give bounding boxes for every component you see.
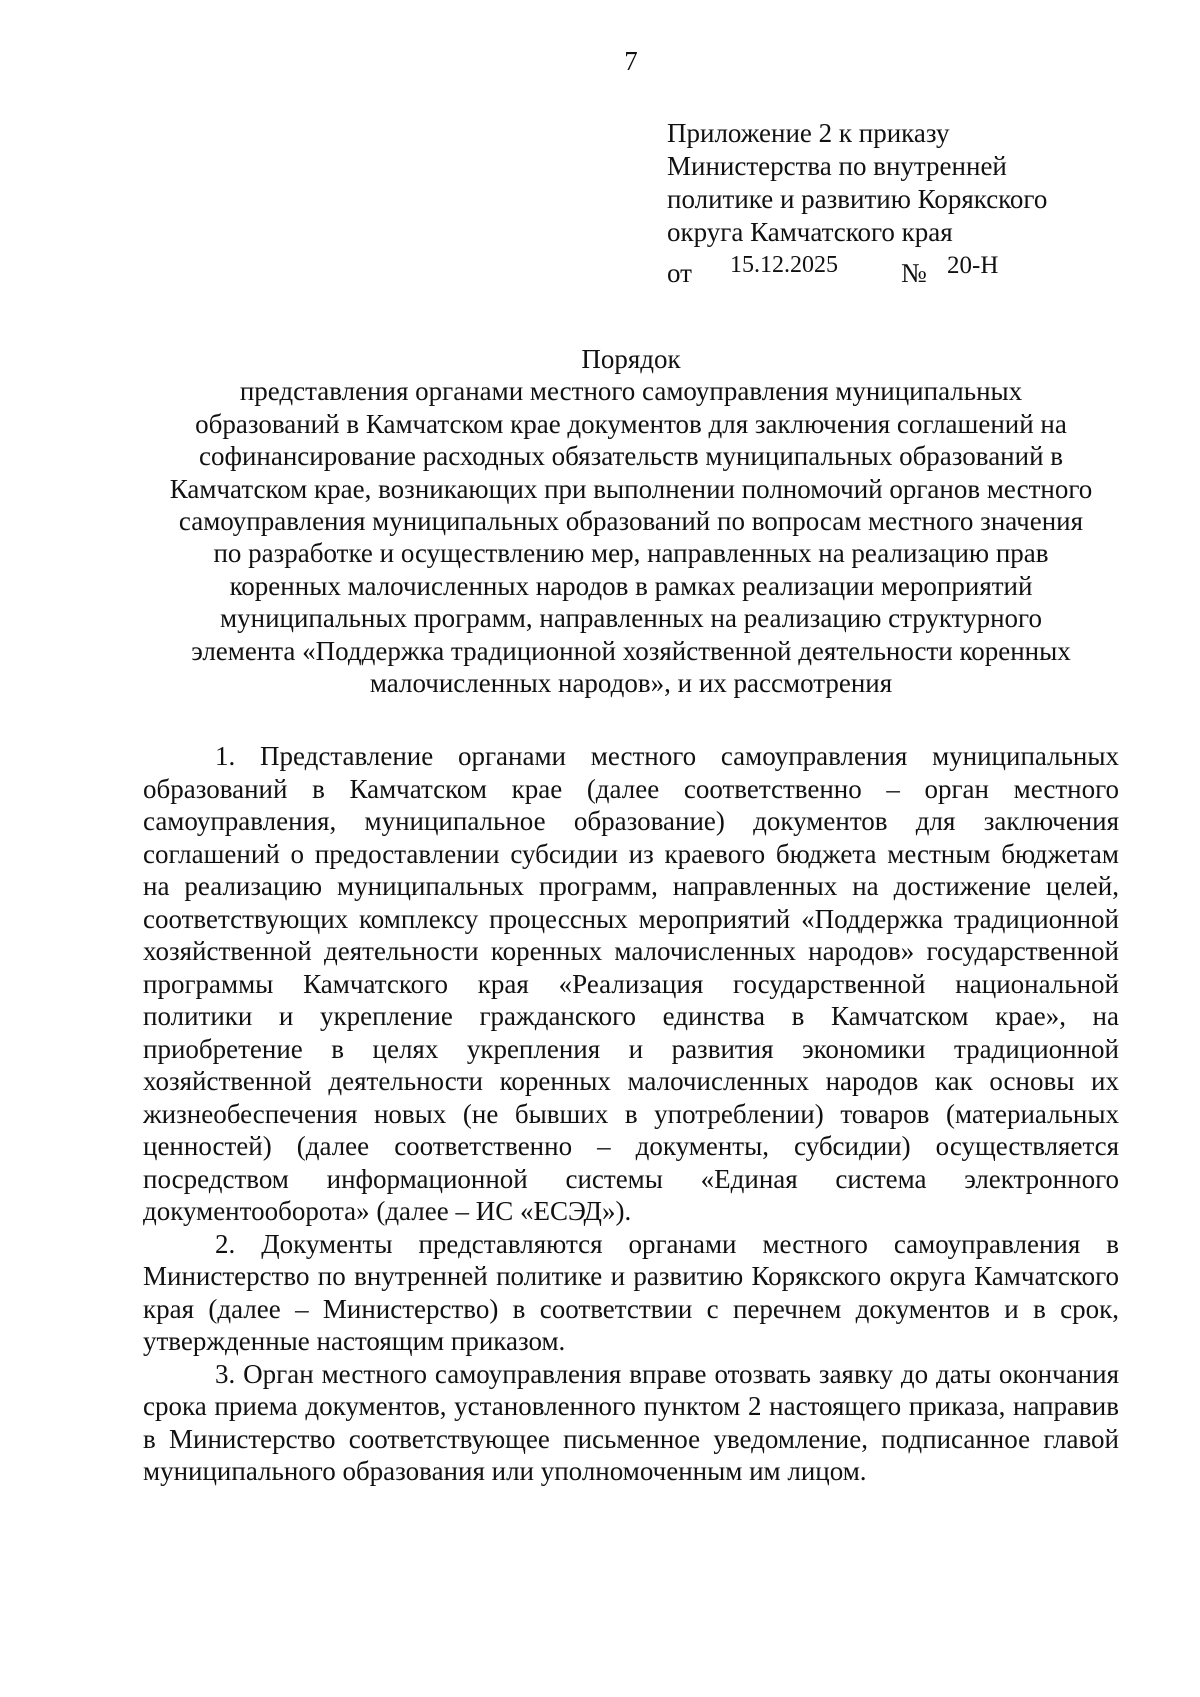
from-label: от (667, 258, 692, 288)
title-line: малочисленных народов», и их рассмотрения (369, 668, 893, 699)
title-line: Камчатском крае, возникающих при выполнении полномочий органов местного (169, 473, 1093, 504)
paragraph-3: 3. Орган местного самоуправления вправе отозвать заявку до даты окончания срока приема документов, установленного пунктом 2 настоящего приказа, направив в Министерство соответствующее письменное уведомление, подписанное главой муниципального образования или уполномоченным им лицом. (143, 1358, 1119, 1486)
title-line: коренных малочисленных народов в рамках реализации мероприятий (229, 570, 1033, 601)
appendix-line: Министерства по внутренней (667, 151, 1007, 181)
title-line: представления органами местного самоуправления муниципальных (239, 376, 1023, 407)
title-line: по разработке и осуществлению мер, направленных на реализацию прав (213, 538, 1049, 569)
appendix-line: политике и развитию Корякского (667, 184, 1048, 214)
paragraph-1: 1. Представление органами местного самоуправления муниципальных образований в Камчатском крае (далее соответственно – орган местного самоуправления, муниципальное образование) документов для заключения соглашений о предоставлении субсидии из краевого бюджета местным бюджетам на реализацию муниципальных программ, направленных на достижение целей, соответствующих комплексу процессных мероприятий «Поддержка традиционной хозяйственной деятельности коренных малочисленных народов» государственной программы Камчатского края «Реализация государственной национальной политики и укрепление гражданского единства в Камчатском крае», на приобретение в целях укрепления и развития экономики традиционной хозяйственной деятельности коренных малочисленных народов как основы их жизнеобеспечения новых (не бывших в употреблении) товаров (материальных ценностей) (далее соответственно – документы, субсидии) осуществляется посредством информационной системы «Единая система электронного документооборота» (далее – ИС «ЕСЭД»). (143, 741, 1119, 1226)
appendix-line: Приложение 2 к приказу (667, 118, 950, 148)
title-line: муниципальных программ, направленных на реализацию структурного (220, 603, 1042, 634)
appendix-block (667, 117, 1137, 289)
order-details (667, 249, 1137, 289)
order-number: 20-Н (947, 252, 999, 279)
title-heading: Порядок (581, 344, 681, 374)
document-body (143, 740, 1119, 1488)
appendix-line: округа Камчатского края (667, 217, 953, 247)
title-line: самоуправления муниципальных образований по вопросам местного значения (178, 506, 1084, 537)
paragraph-2: 2. Документы представляются органами местного самоуправления в Министерство по внутренней политике и развитию Корякского округа Камчатского края (далее – Министерство) в соответствии с перечнем документов и в срок, утвержденные настоящим приказом. (143, 1228, 1119, 1356)
title-line: софинансирование расходных обязательств муниципальных образований в (198, 441, 1064, 472)
title-line: элемента «Поддержка традиционной хозяйственной деятельности коренных (191, 635, 1071, 666)
title-line: образований в Камчатском крае документов для заключения соглашений на (195, 408, 1067, 439)
page-number: 7 (624, 46, 638, 76)
document-title (143, 343, 1119, 699)
order-date: 15.12.2025 (730, 252, 838, 278)
number-label: № (901, 258, 927, 288)
